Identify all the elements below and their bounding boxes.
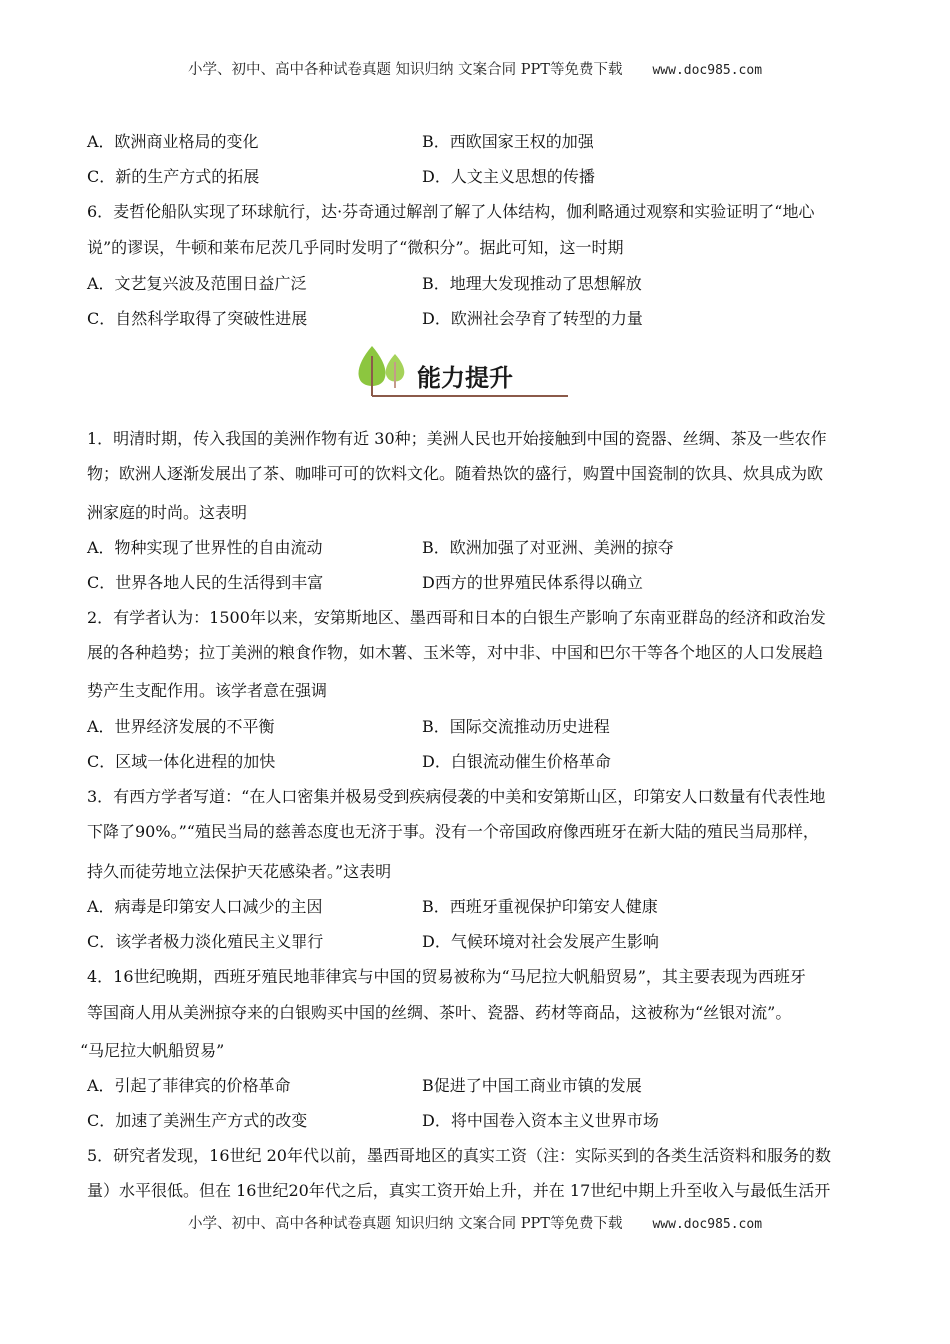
q6-line: 6．麦哲伦船队实现了环球航行，达·芬奇通过解剖了解了人体结构，伽利略通过观察和实验证明了“地心 bbox=[87, 202, 815, 221]
footer-text: 小学、初中、高中各种试卷真题 知识归纳 文案合同 PPT等免费下载 bbox=[187, 1216, 623, 1232]
section-banner bbox=[350, 342, 570, 408]
q4-line: 4．16世纪晚期，西班牙殖民地菲律宾与中国的贸易被称为“马尼拉大帆船贸易”，其主要表现为西班牙 bbox=[87, 967, 806, 986]
q4-option-c: C．加速了美洲生产方式的改变 bbox=[87, 1111, 308, 1130]
q3-line: 3．有西方学者写道：“在人口密集并极易受到疾病侵袭的中美和安第斯山区，印第安人口数量有代表性地 bbox=[87, 787, 826, 806]
q1-option-b: B．欧洲加强了对亚洲、美洲的掠夺 bbox=[422, 538, 674, 557]
q1-option-c: C．世界各地人民的生活得到丰富 bbox=[87, 573, 324, 592]
header-url[interactable]: www.doc985.com bbox=[652, 63, 763, 78]
q2-line: 势产生支配作用。该学者意在强调 bbox=[87, 681, 328, 700]
header-text: 小学、初中、高中各种试卷真题 知识归纳 文案合同 PPT等免费下载 bbox=[187, 62, 623, 78]
q6-line: 说”的谬误，牛顿和莱布尼茨几乎同时发明了“微积分”。据此可知，这一时期 bbox=[87, 238, 624, 257]
q4-line: “马尼拉大帆船贸易” bbox=[80, 1041, 225, 1060]
q2-option-d: D．白银流动催生价格革命 bbox=[422, 752, 611, 771]
q4-option-a: A．引起了菲律宾的价格革命 bbox=[87, 1076, 291, 1095]
q2-option-b: B．国际交流推动历史进程 bbox=[422, 717, 610, 736]
prev-option-b: B．西欧国家王权的加强 bbox=[422, 132, 594, 151]
q2-option-a: A．世界经济发展的不平衡 bbox=[87, 717, 275, 736]
footer-url[interactable]: www.doc985.com bbox=[652, 1217, 763, 1232]
prev-option-a: A．欧洲商业格局的变化 bbox=[87, 132, 259, 151]
q2-option-c: C．区域一体化进程的加快 bbox=[87, 752, 276, 771]
q5-line: 5．研究者发现，16世纪 20年代以前，墨西哥地区的真实工资（注：实际买到的各类生活资料和服务的数 bbox=[87, 1146, 831, 1165]
q3-option-a: A．病毒是印第安人口减少的主因 bbox=[87, 897, 323, 916]
q6-option-c: C．自然科学取得了突破性进展 bbox=[87, 309, 308, 328]
prev-option-c: C．新的生产方式的拓展 bbox=[87, 167, 260, 186]
q1-option-a: A．物种实现了世界性的自由流动 bbox=[87, 538, 323, 557]
q5-line: 量）水平很低。但在 16世纪20年代之后，真实工资开始上升，并在 17世纪中期上升至收入与最低生活开 bbox=[87, 1181, 831, 1200]
q4-option-d: D．将中国卷入资本主义世界市场 bbox=[422, 1111, 659, 1130]
q2-line: 展的各种趋势；拉丁美洲的粮食作物，如木薯、玉米等，对中非、中国和巴尔干等各个地区的人口发展趋 bbox=[87, 643, 824, 662]
q3-line: 持久而徒劳地立法保护天花感染者。”这表明 bbox=[87, 862, 392, 881]
q6-option-b: B．地理大发现推动了思想解放 bbox=[422, 274, 642, 293]
q6-option-a: A．文艺复兴波及范围日益广泛 bbox=[87, 274, 307, 293]
q1-option-d: D西方的世界殖民体系得以确立 bbox=[422, 573, 643, 592]
page-footer bbox=[0, 1212, 950, 1233]
q1-line: 物；欧洲人逐渐发展出了茶、咖啡可可的饮料文化。随着热饮的盛行，购置中国瓷制的饮具、炊具成为欧 bbox=[87, 464, 824, 483]
section-title: 能力提升 bbox=[417, 364, 513, 392]
q1-line: 洲家庭的时尚。这表明 bbox=[87, 503, 248, 522]
prev-option-d: D．人文主义思想的传播 bbox=[422, 167, 595, 186]
q1-line: 1．明清时期，传入我国的美洲作物有近 30种；美洲人民也开始接触到中国的瓷器、丝绸、茶及一些农作 bbox=[87, 429, 827, 448]
q3-option-d: D．气候环境对社会发展产生影响 bbox=[422, 932, 659, 951]
q3-line: 下降了90%。”“殖民当局的慈善态度也无济于事。没有一个帝国政府像西班牙在新大陆的殖民当局那样， bbox=[87, 822, 819, 841]
q4-line: 等国商人用从美洲掠夺来的白银购买中国的丝绸、茶叶、瓷器、药材等商品，这被称为“丝银对流”。 bbox=[87, 1003, 792, 1022]
page-header bbox=[0, 58, 950, 79]
q3-option-b: B．西班牙重视保护印第安人健康 bbox=[422, 897, 658, 916]
q3-option-c: C．该学者极力淡化殖民主义罪行 bbox=[87, 932, 324, 951]
q4-option-b: B促进了中国工商业市镇的发展 bbox=[422, 1076, 642, 1095]
q2-line: 2．有学者认为：1500年以来，安第斯地区、墨西哥和日本的白银生产影响了东南亚群岛的经济和政治发 bbox=[87, 608, 826, 627]
q6-option-d: D．欧洲社会孕育了转型的力量 bbox=[422, 309, 643, 328]
